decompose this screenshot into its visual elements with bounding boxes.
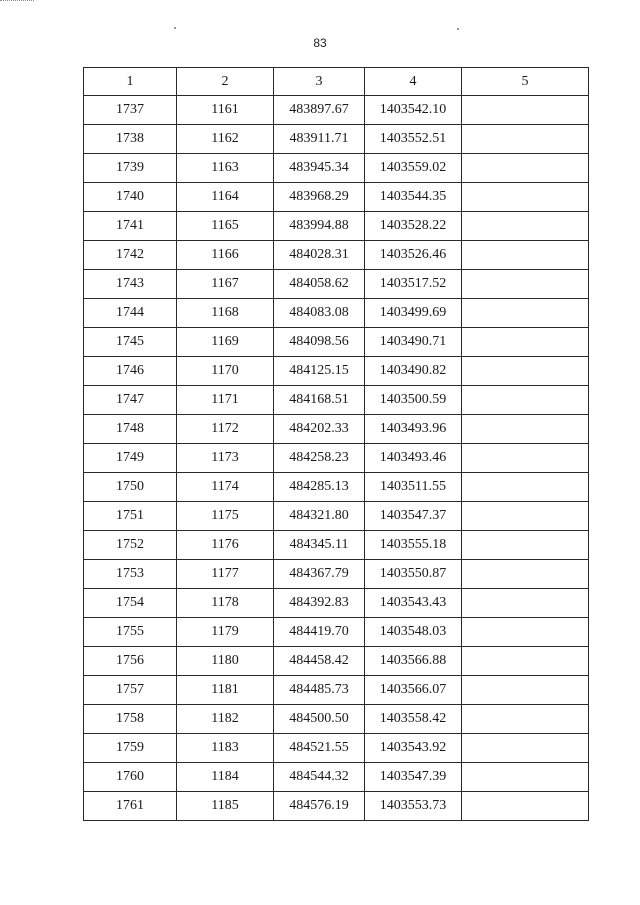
vertex-number-cell: 1164	[177, 183, 274, 212]
y-coordinate-cell: 1403542.10	[365, 96, 462, 125]
x-coordinate-cell: 483945.34	[274, 154, 365, 183]
vertex-number-cell: 1174	[177, 473, 274, 502]
vertex-number-cell: 1176	[177, 531, 274, 560]
x-coordinate-cell: 484083.08	[274, 299, 365, 328]
x-coordinate-cell: 484419.70	[274, 618, 365, 647]
x-coordinate-cell: 484367.79	[274, 560, 365, 589]
point-number-cell: 1754	[84, 589, 177, 618]
page-number: 83	[313, 36, 327, 50]
x-coordinate-cell: 484285.13	[274, 473, 365, 502]
y-coordinate-cell: 1403547.37	[365, 502, 462, 531]
y-coordinate-cell: 1403499.69	[365, 299, 462, 328]
table-row	[84, 734, 589, 763]
point-number-cell: 1751	[84, 502, 177, 531]
note-cell	[462, 357, 589, 386]
point-number-cell: 1760	[84, 763, 177, 792]
scan-speck	[174, 27, 176, 29]
table-row	[84, 328, 589, 357]
note-cell	[462, 386, 589, 415]
note-cell	[462, 241, 589, 270]
table-row	[84, 705, 589, 734]
x-coordinate-cell: 483911.71	[274, 125, 365, 154]
note-cell	[462, 502, 589, 531]
y-coordinate-cell: 1403558.42	[365, 705, 462, 734]
vertex-number-cell: 1169	[177, 328, 274, 357]
y-coordinate-cell: 1403547.39	[365, 763, 462, 792]
x-coordinate-cell: 483994.88	[274, 212, 365, 241]
y-coordinate-cell: 1403493.46	[365, 444, 462, 473]
table-row	[84, 676, 589, 705]
table-row	[84, 618, 589, 647]
y-coordinate-cell: 1403511.55	[365, 473, 462, 502]
x-coordinate-cell: 484458.42	[274, 647, 365, 676]
table-row	[84, 357, 589, 386]
vertex-number-cell: 1171	[177, 386, 274, 415]
point-number-cell: 1739	[84, 154, 177, 183]
column-header: 4	[365, 68, 462, 96]
table-row	[84, 212, 589, 241]
table-row	[84, 792, 589, 821]
y-coordinate-cell: 1403544.35	[365, 183, 462, 212]
table-row	[84, 415, 589, 444]
x-coordinate-cell: 484576.19	[274, 792, 365, 821]
note-cell	[462, 560, 589, 589]
x-coordinate-cell: 484544.32	[274, 763, 365, 792]
y-coordinate-cell: 1403550.87	[365, 560, 462, 589]
vertex-number-cell: 1168	[177, 299, 274, 328]
vertex-number-cell: 1162	[177, 125, 274, 154]
note-cell	[462, 647, 589, 676]
y-coordinate-cell: 1403559.02	[365, 154, 462, 183]
y-coordinate-cell: 1403500.59	[365, 386, 462, 415]
column-header: 1	[84, 68, 177, 96]
vertex-number-cell: 1183	[177, 734, 274, 763]
vertex-number-cell: 1161	[177, 96, 274, 125]
y-coordinate-cell: 1403566.07	[365, 676, 462, 705]
x-coordinate-cell: 483897.67	[274, 96, 365, 125]
table-row	[84, 589, 589, 618]
point-number-cell: 1756	[84, 647, 177, 676]
vertex-number-cell: 1179	[177, 618, 274, 647]
vertex-number-cell: 1181	[177, 676, 274, 705]
vertex-number-cell: 1167	[177, 270, 274, 299]
table-row	[84, 502, 589, 531]
table-row	[84, 270, 589, 299]
point-number-cell: 1745	[84, 328, 177, 357]
x-coordinate-cell: 484485.73	[274, 676, 365, 705]
note-cell	[462, 792, 589, 821]
scan-corner-mark	[0, 0, 34, 4]
point-number-cell: 1746	[84, 357, 177, 386]
x-coordinate-cell: 484098.56	[274, 328, 365, 357]
note-cell	[462, 154, 589, 183]
table-row	[84, 183, 589, 212]
x-coordinate-cell: 484202.33	[274, 415, 365, 444]
header-row	[84, 68, 589, 96]
note-cell	[462, 473, 589, 502]
x-coordinate-cell: 484521.55	[274, 734, 365, 763]
x-coordinate-cell: 484058.62	[274, 270, 365, 299]
note-cell	[462, 763, 589, 792]
x-coordinate-cell: 484125.15	[274, 357, 365, 386]
y-coordinate-cell: 1403490.82	[365, 357, 462, 386]
table-row	[84, 531, 589, 560]
table-row	[84, 154, 589, 183]
table-row	[84, 241, 589, 270]
point-number-cell: 1749	[84, 444, 177, 473]
note-cell	[462, 444, 589, 473]
vertex-number-cell: 1165	[177, 212, 274, 241]
y-coordinate-cell: 1403566.88	[365, 647, 462, 676]
y-coordinate-cell: 1403517.52	[365, 270, 462, 299]
point-number-cell: 1758	[84, 705, 177, 734]
vertex-number-cell: 1177	[177, 560, 274, 589]
point-number-cell: 1759	[84, 734, 177, 763]
y-coordinate-cell: 1403490.71	[365, 328, 462, 357]
note-cell	[462, 270, 589, 299]
table-body	[84, 96, 589, 821]
x-coordinate-cell: 484392.83	[274, 589, 365, 618]
column-header: 3	[274, 68, 365, 96]
note-cell	[462, 125, 589, 154]
table-row	[84, 647, 589, 676]
note-cell	[462, 328, 589, 357]
note-cell	[462, 589, 589, 618]
note-cell	[462, 531, 589, 560]
table-row	[84, 96, 589, 125]
vertex-number-cell: 1170	[177, 357, 274, 386]
y-coordinate-cell: 1403552.51	[365, 125, 462, 154]
y-coordinate-cell: 1403493.96	[365, 415, 462, 444]
y-coordinate-cell: 1403526.46	[365, 241, 462, 270]
point-number-cell: 1752	[84, 531, 177, 560]
note-cell	[462, 212, 589, 241]
table-row	[84, 125, 589, 154]
x-coordinate-cell: 484321.80	[274, 502, 365, 531]
vertex-number-cell: 1182	[177, 705, 274, 734]
point-number-cell: 1750	[84, 473, 177, 502]
table-row	[84, 763, 589, 792]
note-cell	[462, 183, 589, 212]
column-header: 2	[177, 68, 274, 96]
note-cell	[462, 676, 589, 705]
vertex-number-cell: 1180	[177, 647, 274, 676]
vertex-number-cell: 1185	[177, 792, 274, 821]
point-number-cell: 1747	[84, 386, 177, 415]
vertex-number-cell: 1175	[177, 502, 274, 531]
point-number-cell: 1744	[84, 299, 177, 328]
y-coordinate-cell: 1403543.43	[365, 589, 462, 618]
point-number-cell: 1761	[84, 792, 177, 821]
table-row	[84, 299, 589, 328]
vertex-number-cell: 1172	[177, 415, 274, 444]
note-cell	[462, 705, 589, 734]
note-cell	[462, 734, 589, 763]
y-coordinate-cell: 1403553.73	[365, 792, 462, 821]
x-coordinate-cell: 484500.50	[274, 705, 365, 734]
table-row	[84, 473, 589, 502]
y-coordinate-cell: 1403548.03	[365, 618, 462, 647]
y-coordinate-cell: 1403543.92	[365, 734, 462, 763]
point-number-cell: 1753	[84, 560, 177, 589]
table-row	[84, 560, 589, 589]
vertex-number-cell: 1184	[177, 763, 274, 792]
table-row	[84, 444, 589, 473]
table-row	[84, 386, 589, 415]
point-number-cell: 1740	[84, 183, 177, 212]
x-coordinate-cell: 483968.29	[274, 183, 365, 212]
note-cell	[462, 299, 589, 328]
x-coordinate-cell: 484028.31	[274, 241, 365, 270]
vertex-number-cell: 1166	[177, 241, 274, 270]
point-number-cell: 1738	[84, 125, 177, 154]
vertex-number-cell: 1163	[177, 154, 274, 183]
point-number-cell: 1748	[84, 415, 177, 444]
point-number-cell: 1743	[84, 270, 177, 299]
point-number-cell: 1742	[84, 241, 177, 270]
x-coordinate-cell: 484258.23	[274, 444, 365, 473]
point-number-cell: 1737	[84, 96, 177, 125]
y-coordinate-cell: 1403555.18	[365, 531, 462, 560]
column-header: 5	[462, 68, 589, 96]
point-number-cell: 1757	[84, 676, 177, 705]
note-cell	[462, 415, 589, 444]
point-number-cell: 1741	[84, 212, 177, 241]
note-cell	[462, 96, 589, 125]
point-number-cell: 1755	[84, 618, 177, 647]
y-coordinate-cell: 1403528.22	[365, 212, 462, 241]
coordinates-table	[83, 67, 589, 821]
x-coordinate-cell: 484168.51	[274, 386, 365, 415]
vertex-number-cell: 1173	[177, 444, 274, 473]
scan-speck	[457, 28, 459, 30]
x-coordinate-cell: 484345.11	[274, 531, 365, 560]
vertex-number-cell: 1178	[177, 589, 274, 618]
note-cell	[462, 618, 589, 647]
